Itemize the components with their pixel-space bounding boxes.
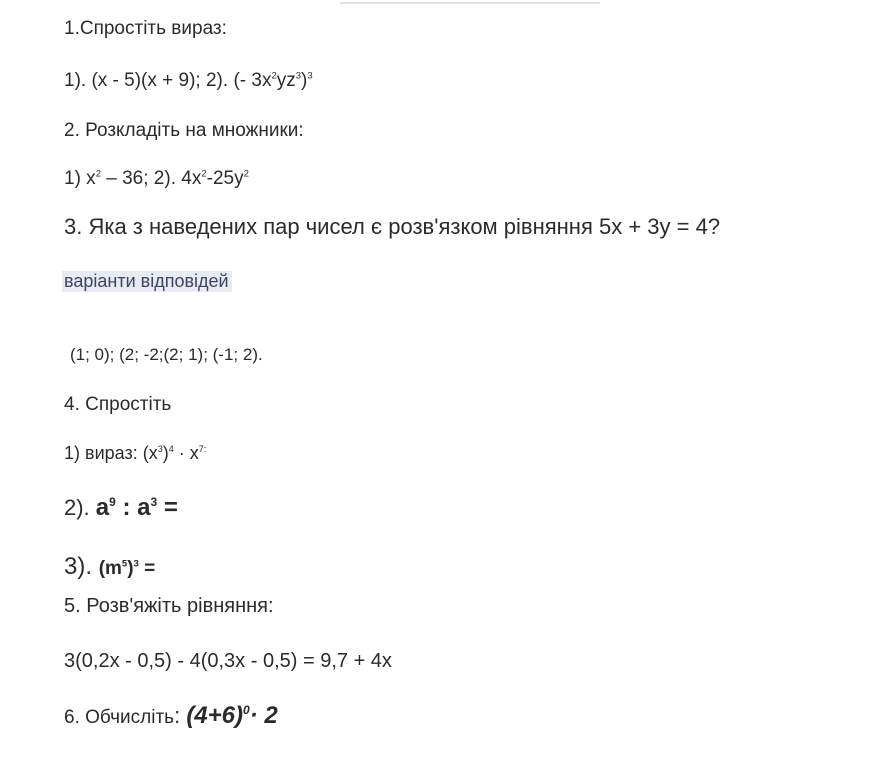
task-3-options: (1; 0); (2; -2;(2; 1); (-1; 2).: [70, 345, 263, 364]
task-6: 6. Обчисліть: $(4+6)^0\cdot 2$: [64, 702, 278, 729]
task-1-title: 1.Спростіть вираз:: [64, 18, 227, 39]
task-5-equation: 3(0,2x - 0,5) - 4(0,3x - 0,5) = 9,7 + 4x: [64, 650, 392, 672]
answer-variants-label: варіанти відповідей: [64, 271, 232, 292]
task-4-item-1: 1) вираз: $(x^3)^4 \cdot x^{7:}$: [64, 443, 207, 463]
task-3-title: 3. Яка з наведених пар чисел є розв'язком рівняння 5x + 3y = 4?: [64, 214, 721, 239]
task-4-item-2: 2). $a^9$ : $a^3$ =: [64, 494, 178, 521]
task-2-title: 2. Розкладіть на множники:: [64, 120, 304, 141]
top-cropped-line: [340, 0, 600, 4]
task-4-title: 4. Спростіть: [64, 394, 172, 415]
task-5-title: 5. Розв'яжіть рівняння:: [64, 595, 274, 617]
task-2-expression: 1) $x^2 - 36$; 2). $4x^2-25y^2$: [64, 168, 249, 189]
task-4-item-3: 3). $(m^5)^3$ =: [64, 553, 156, 580]
task-1-expression: 1). (x - 5)(x + 9); 2). (- $3x^2yz^3)^3$: [64, 70, 313, 91]
